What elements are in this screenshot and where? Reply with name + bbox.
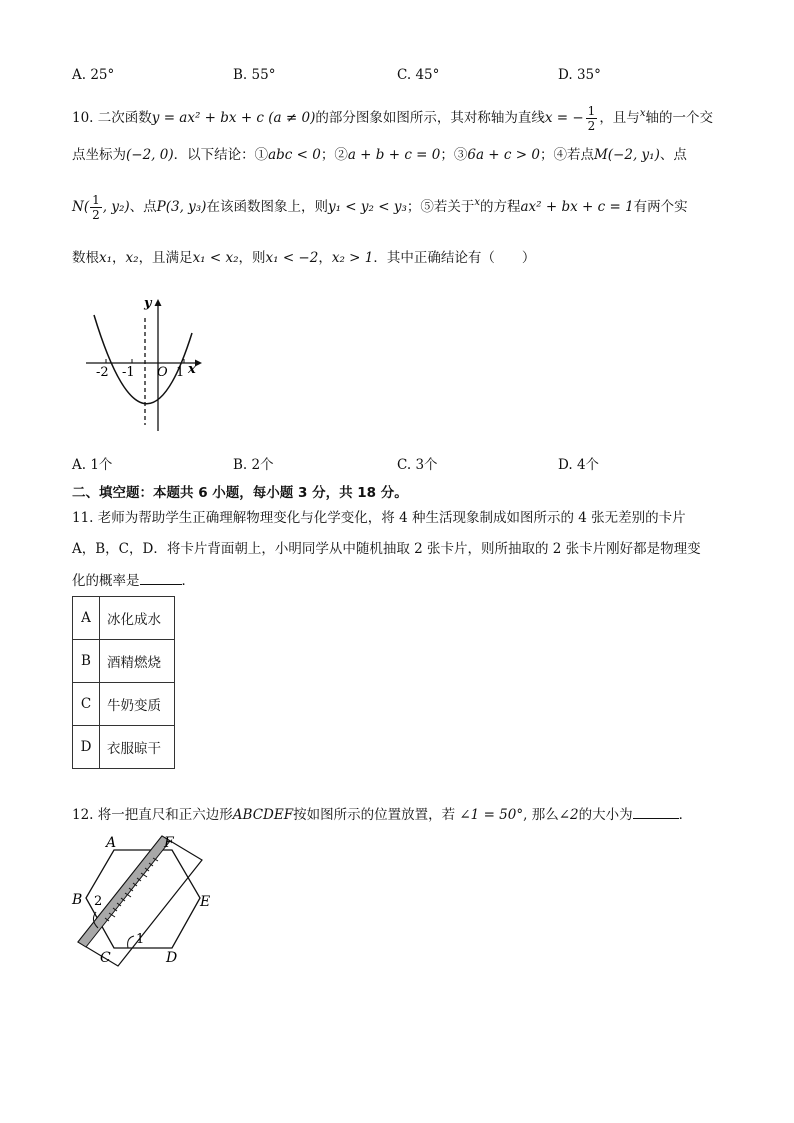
card-label: A bbox=[73, 597, 100, 640]
card-text: 牛奶变质 bbox=[100, 683, 175, 726]
table-row bbox=[73, 683, 175, 726]
vertex-label-e: E bbox=[200, 894, 211, 910]
x-axis-arrow bbox=[195, 360, 202, 367]
card-text: 衣服晾干 bbox=[100, 726, 175, 769]
q11-answer-blank[interactable] bbox=[140, 570, 182, 585]
q10-parabola-graph bbox=[84, 293, 210, 433]
q12-hexagon-ruler-figure bbox=[68, 830, 228, 970]
q12-line1: 12. 将一把直尺和正六边形ABCDEF按如图所示的位置放置，若 ∠1 = 50°, 那么∠2的大小为 ． bbox=[72, 804, 692, 825]
q10-line4: 数根x₁，x₂，且满足x₁ < x₂，则x₁ < −2，x₂ > 1．其中正确结论有（ ） bbox=[72, 250, 536, 266]
q9-option-c[interactable]: C. 45° bbox=[397, 67, 440, 83]
q10-option-a[interactable]: A. 1个 bbox=[72, 457, 113, 473]
angle2-label: 2 bbox=[94, 894, 103, 909]
vertex-label-b: B bbox=[72, 892, 83, 908]
ruler-edge-strip bbox=[78, 836, 170, 947]
q10-option-d[interactable]: D. 4个 bbox=[558, 457, 600, 473]
y-axis-label: y bbox=[144, 296, 152, 311]
q11-line1: 11. 老师为帮助学生正确理解物理变化与化学变化，将 4 种生活现象制成如图所示的 4 张无差别的卡片 bbox=[72, 510, 686, 526]
card-label: C bbox=[73, 683, 100, 726]
x-axis-label: x bbox=[188, 362, 196, 377]
q12-answer-blank[interactable] bbox=[633, 804, 679, 819]
card-text: 冰化成水 bbox=[100, 597, 175, 640]
q10-option-b[interactable]: B. 2个 bbox=[233, 457, 274, 473]
q11-line2: A，B，C，D．将卡片背面朝上，小明同学从中随机抽取 2 张卡片，则所抽取的 2 张卡片刚好都是物理变 bbox=[72, 541, 701, 557]
q11-line3: 化的概率是 ． bbox=[72, 570, 195, 591]
q10-line1: 10. 二次函数y = ax² + bx + c (a ≠ 0)的部分图象如图所示，其对称轴为直线x = − $\frac{1}{2}$ ，且与$^x$轴的一个交 bbox=[72, 104, 713, 133]
angle1-label: 1 bbox=[136, 932, 145, 947]
q10-line2: 点坐标为(−2, 0)．以下结论：①abc < 0；②a + b + c = 0；③6a + c > 0；④若点M(−2, y₁)、点 bbox=[72, 147, 687, 163]
q10-number: 10. bbox=[72, 110, 94, 126]
tick-label-minus1: -1 bbox=[122, 365, 135, 380]
card-label: D bbox=[73, 726, 100, 769]
q10-function: y = ax² + bx + c (a ≠ 0) bbox=[151, 110, 316, 126]
card-label: B bbox=[73, 640, 100, 683]
table-row bbox=[73, 726, 175, 769]
parabola-curve bbox=[94, 315, 192, 404]
q12-number: 12. bbox=[72, 807, 94, 823]
q9-option-b[interactable]: B. 55° bbox=[233, 67, 276, 83]
vertex-label-d: D bbox=[166, 950, 178, 966]
q10-option-c[interactable]: C. 3个 bbox=[397, 457, 438, 473]
origin-label: O bbox=[157, 365, 168, 380]
vertex-label-c: C bbox=[100, 950, 111, 966]
q11-cards-table bbox=[72, 596, 175, 769]
vertex-label-a: A bbox=[106, 835, 117, 851]
q10-fraction: $\frac{1}{2}$ bbox=[587, 104, 596, 133]
vertex-label-f: F bbox=[164, 835, 174, 851]
tick-label-minus2: -2 bbox=[96, 365, 109, 380]
y-axis-arrow bbox=[155, 299, 162, 306]
section-heading-fill-blank: 二、填空题：本题共 6 小题，每小题 3 分，共 18 分。 bbox=[72, 485, 408, 501]
card-text: 酒精燃烧 bbox=[100, 640, 175, 683]
q9-option-a[interactable]: A. 25° bbox=[72, 67, 115, 83]
q10-line3: N( $\frac{1}{2}$ , y₂)、点P(3, y₃)在该函数图象上，则y₁ < y₂ < y₃；⑤若关于$^x$的方程ax² + bx + c = 1有两个实 bbox=[72, 193, 688, 222]
q11-number: 11. bbox=[72, 510, 94, 526]
table-row bbox=[73, 597, 175, 640]
table-row bbox=[73, 640, 175, 683]
tick-label-1: 1 bbox=[176, 365, 185, 380]
q9-option-d[interactable]: D. 35° bbox=[558, 67, 601, 83]
